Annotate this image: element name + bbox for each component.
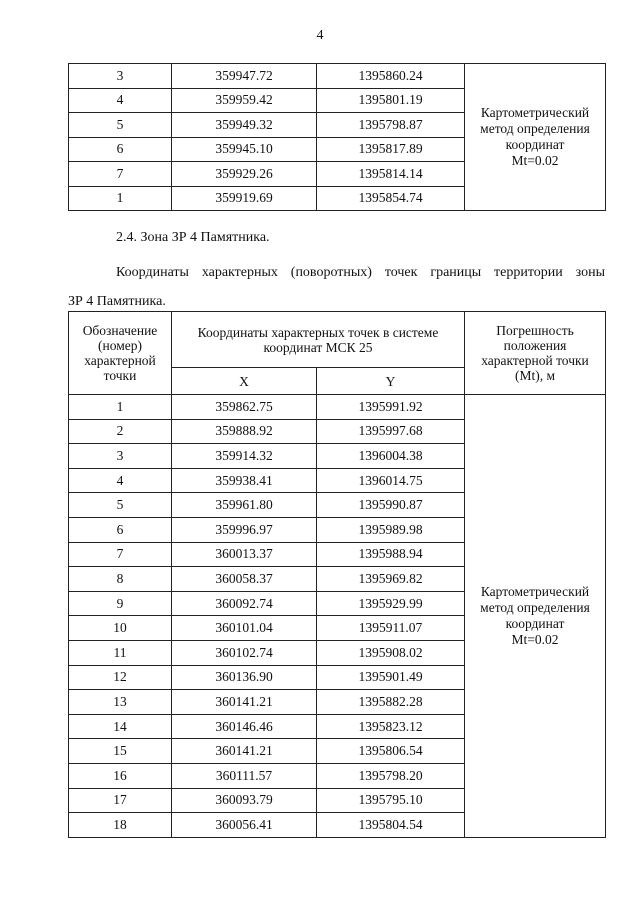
y-coordinate-cell: 1395969.82	[317, 567, 465, 592]
method-cell	[465, 64, 606, 211]
point-number-cell: 17	[69, 788, 172, 813]
method-line: Mt=0.02	[511, 631, 559, 647]
y-coordinate-cell: 1395806.54	[317, 739, 465, 764]
header-x: X	[172, 368, 317, 395]
y-coordinate-cell: 1395991.92	[317, 395, 465, 420]
x-coordinate-cell: 360136.90	[172, 665, 317, 690]
point-number-cell: 5	[69, 113, 172, 138]
x-coordinate-cell: 360101.04	[172, 616, 317, 641]
x-coordinate-cell: 359996.97	[172, 517, 317, 542]
table-row	[69, 64, 606, 89]
paragraph-line-1: Координаты характерных (поворотных) точек границы территории зоны	[116, 265, 605, 280]
x-coordinate-cell: 360092.74	[172, 591, 317, 616]
x-coordinate-cell: 359929.26	[172, 162, 317, 187]
y-coordinate-cell: 1395882.28	[317, 690, 465, 715]
y-coordinate-cell: 1395798.87	[317, 113, 465, 138]
point-number-cell: 11	[69, 640, 172, 665]
coordinates-table-continued	[68, 63, 606, 211]
x-coordinate-cell: 360141.21	[172, 739, 317, 764]
y-coordinate-cell: 1395860.24	[317, 64, 465, 89]
y-coordinate-cell: 1395854.74	[317, 186, 465, 211]
y-coordinate-cell: 1395997.68	[317, 419, 465, 444]
point-number-cell: 3	[69, 64, 172, 89]
point-number-cell: 16	[69, 763, 172, 788]
point-number-cell: 7	[69, 542, 172, 567]
method-line: координат	[505, 615, 565, 631]
point-number-cell: 4	[69, 88, 172, 113]
method-line: координат	[505, 137, 565, 152]
method-line: метод определения	[480, 599, 590, 615]
x-coordinate-cell: 360141.21	[172, 690, 317, 715]
point-number-cell: 3	[69, 444, 172, 469]
point-number-cell: 1	[69, 395, 172, 420]
x-coordinate-cell: 360093.79	[172, 788, 317, 813]
x-coordinate-cell: 359862.75	[172, 395, 317, 420]
y-coordinate-cell: 1395988.94	[317, 542, 465, 567]
point-number-cell: 8	[69, 567, 172, 592]
header-coordinates: Координаты характерных точек в системе координат МСК 25	[172, 312, 465, 368]
section-heading: 2.4. Зона ЗР 4 Памятника.	[116, 230, 270, 245]
point-number-cell: 5	[69, 493, 172, 518]
y-coordinate-cell: 1396014.75	[317, 468, 465, 493]
y-coordinate-cell: 1395801.19	[317, 88, 465, 113]
y-coordinate-cell: 1395989.98	[317, 517, 465, 542]
point-number-cell: 2	[69, 419, 172, 444]
x-coordinate-cell: 359961.80	[172, 493, 317, 518]
y-coordinate-cell: 1395798.20	[317, 763, 465, 788]
x-coordinate-cell: 359945.10	[172, 137, 317, 162]
y-coordinate-cell: 1395823.12	[317, 714, 465, 739]
method-line: Картометрический	[480, 105, 590, 120]
table-row	[69, 395, 606, 420]
y-coordinate-cell: 1396004.38	[317, 444, 465, 469]
x-coordinate-cell: 359938.41	[172, 468, 317, 493]
x-coordinate-cell: 360111.57	[172, 763, 317, 788]
x-coordinate-cell: 360146.46	[172, 714, 317, 739]
y-coordinate-cell: 1395804.54	[317, 813, 465, 838]
point-number-cell: 15	[69, 739, 172, 764]
x-coordinate-cell: 360058.37	[172, 567, 317, 592]
point-number-cell: 7	[69, 162, 172, 187]
method-line: Картометрический	[480, 583, 590, 599]
header-y: Y	[317, 368, 465, 395]
x-coordinate-cell: 359914.32	[172, 444, 317, 469]
x-coordinate-cell: 359919.69	[172, 186, 317, 211]
x-coordinate-cell: 359888.92	[172, 419, 317, 444]
point-number-cell: 6	[69, 137, 172, 162]
x-coordinate-cell: 360102.74	[172, 640, 317, 665]
x-coordinate-cell: 360056.41	[172, 813, 317, 838]
paragraph	[68, 258, 605, 316]
y-coordinate-cell: 1395908.02	[317, 640, 465, 665]
coordinates-table-zone-zr4	[68, 311, 606, 838]
y-coordinate-cell: 1395814.14	[317, 162, 465, 187]
paragraph-line-2: ЗР 4 Памятника.	[68, 294, 166, 309]
y-coordinate-cell: 1395817.89	[317, 137, 465, 162]
point-number-cell: 10	[69, 616, 172, 641]
y-coordinate-cell: 1395929.99	[317, 591, 465, 616]
y-coordinate-cell: 1395795.10	[317, 788, 465, 813]
y-coordinate-cell: 1395901.49	[317, 665, 465, 690]
point-number-cell: 12	[69, 665, 172, 690]
x-coordinate-cell: 359949.32	[172, 113, 317, 138]
x-coordinate-cell: 359947.72	[172, 64, 317, 89]
method-cell	[465, 395, 606, 838]
method-line: метод определения	[480, 121, 590, 136]
x-coordinate-cell: 359959.42	[172, 88, 317, 113]
point-number-cell: 13	[69, 690, 172, 715]
page-number: 4	[316, 28, 324, 43]
point-number-cell: 18	[69, 813, 172, 838]
y-coordinate-cell: 1395911.07	[317, 616, 465, 641]
point-number-cell: 1	[69, 186, 172, 211]
point-number-cell: 14	[69, 714, 172, 739]
x-coordinate-cell: 360013.37	[172, 542, 317, 567]
header-accuracy: Погрешность положения характерной точки (Mt), м	[465, 312, 606, 395]
point-number-cell: 9	[69, 591, 172, 616]
point-number-cell: 4	[69, 468, 172, 493]
y-coordinate-cell: 1395990.87	[317, 493, 465, 518]
header-point-number: Обозначение (номер) характерной точки	[69, 312, 172, 395]
point-number-cell: 6	[69, 517, 172, 542]
method-line: Mt=0.02	[511, 153, 559, 168]
